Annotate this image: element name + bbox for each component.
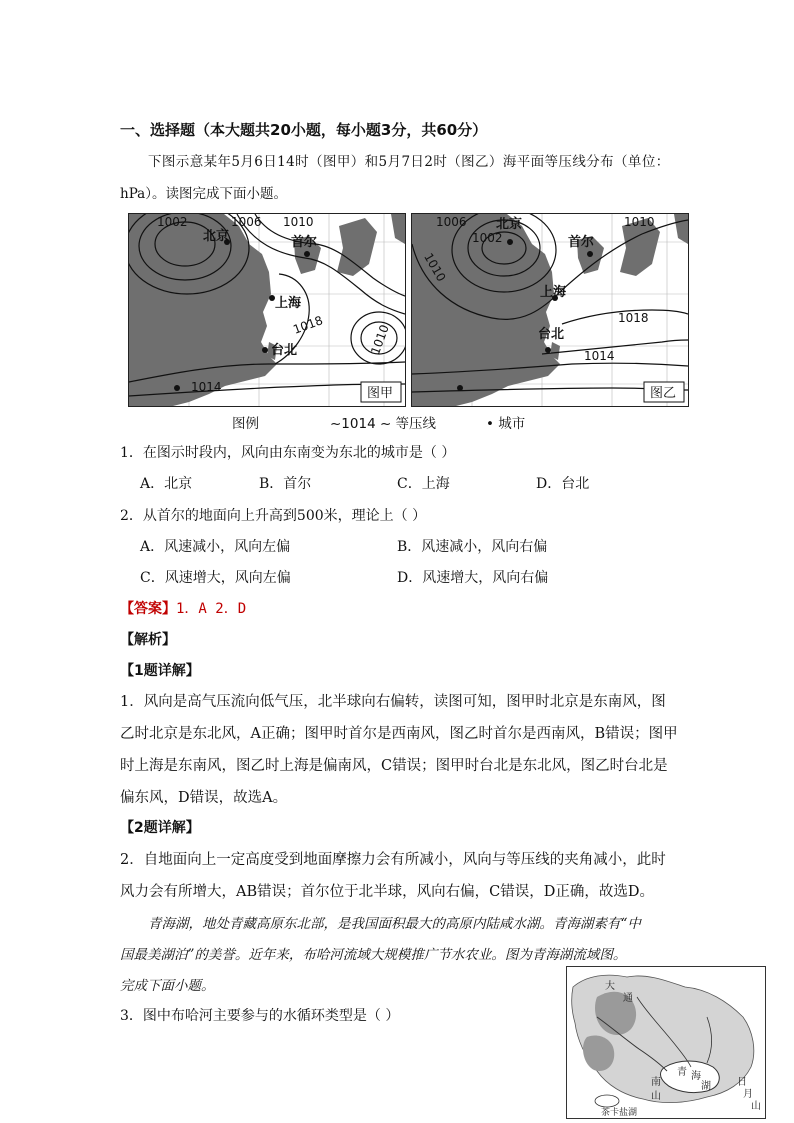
japan-land bbox=[337, 218, 377, 276]
question-3-stem: 3．图中布哈河主要参与的水循环类型是（ ） bbox=[120, 1008, 400, 1024]
isobar-label-1002: 1002 bbox=[472, 231, 503, 245]
answer-value: 1．A 2．D bbox=[176, 601, 247, 617]
label-hu: 湖 bbox=[701, 1081, 711, 1092]
passage-2-line-1: 青海湖，地处青藏高原东北部，是我国面积最大的高原内陆咸水湖。青海湖素有“中 bbox=[148, 916, 641, 932]
detail-1-line-4: 偏东风，D错误，故选A。 bbox=[120, 790, 288, 806]
japan-north-land bbox=[391, 214, 405, 244]
isobar-label-1014: 1014 bbox=[584, 349, 615, 363]
legend-city-label: 城市 bbox=[498, 416, 526, 432]
passage-2-line-3: 完成下面小题。 bbox=[120, 978, 215, 994]
city-dot-icon: • bbox=[486, 416, 494, 432]
isobar-label-1010: 1010 bbox=[283, 215, 314, 229]
label-shan: 山 bbox=[651, 1091, 661, 1102]
city-taipei: 台北 bbox=[271, 343, 298, 358]
question-2-stem: 2．从首尔的地面向上升高到500米，理论上（ ） bbox=[120, 508, 427, 524]
detail-1-line-1: 1．风向是高气压流向低气压，北半球向右偏转，读图可知，图甲时北京是东南风，图 bbox=[120, 694, 666, 710]
answer-line bbox=[120, 598, 246, 618]
isobar-label-1002: 1002 bbox=[157, 215, 188, 229]
city-beijing: 北京 bbox=[496, 217, 523, 232]
isobar-map-jia-figure bbox=[129, 214, 405, 406]
label-chaka: 茶卡盐湖 bbox=[601, 1108, 638, 1118]
map-label-jia: 图甲 bbox=[367, 386, 394, 401]
chaka-salt-lake bbox=[595, 1095, 619, 1107]
question-2-option-c: C．风速增大，风向左偏 bbox=[140, 570, 291, 586]
legend-city bbox=[486, 412, 525, 432]
qinghai-lake-basin-map bbox=[566, 966, 766, 1119]
japan-north-land bbox=[674, 214, 688, 244]
section-title: 一、选择题（本大题共20小题，每小题3分，共60分） bbox=[120, 121, 488, 139]
answer-tag: 【答案】 bbox=[120, 601, 176, 617]
isobar-map-jia bbox=[128, 213, 406, 407]
isobar-label-1018: 1018 bbox=[291, 313, 325, 337]
question-1-option-a: A．北京 bbox=[140, 476, 193, 492]
question-1-option-c: C．上海 bbox=[397, 476, 450, 492]
legend-isobar: ~1014 ~ 等压线 bbox=[330, 416, 437, 432]
intro-line-1: 下图示意某年5月6日14时（图甲）和5月7日2时（图乙）海平面等压线分布（单位： bbox=[148, 154, 670, 170]
isobar-map-yi-figure bbox=[412, 214, 688, 406]
label-yue: 月 bbox=[743, 1089, 753, 1100]
detail-2-line-2: 风力会有所增大，AB错误；首尔位于北半球，风向右偏，C错误，D正确，故选D。 bbox=[120, 884, 654, 900]
isobar-label-1014: 1014 bbox=[191, 380, 222, 394]
isobar-label-1010b: 1010 bbox=[368, 322, 392, 357]
city-seoul: 首尔 bbox=[568, 235, 595, 250]
isobar-map-yi bbox=[411, 213, 689, 407]
isobar-label-1018: 1018 bbox=[618, 311, 649, 325]
label-ri: 日 bbox=[737, 1077, 747, 1088]
city-beijing: 北京 bbox=[203, 229, 230, 244]
city-taipei: 台北 bbox=[538, 327, 565, 342]
isobar-label-1010b: 1010 bbox=[624, 215, 655, 229]
legend-title: 图例 bbox=[232, 416, 259, 432]
detail-1-line-3: 时上海是东南风，图乙时上海是偏南风，C错误；图甲时台北是东北风，图乙时台北是 bbox=[120, 758, 668, 774]
map-label-yi: 图乙 bbox=[650, 386, 677, 401]
isobar-label-1010: 1010 bbox=[421, 250, 449, 285]
label-qing: 青 bbox=[677, 1067, 687, 1078]
detail-1-tag: 【1题详解】 bbox=[120, 663, 200, 679]
isobar-label-1006: 1006 bbox=[436, 215, 467, 229]
label-tong: 通 bbox=[623, 993, 633, 1004]
question-1-option-b: B．首尔 bbox=[259, 476, 312, 492]
city-seoul: 首尔 bbox=[291, 235, 318, 250]
label-da: 大 bbox=[605, 981, 615, 992]
question-1-option-d: D．台北 bbox=[536, 476, 590, 492]
question-2-option-a: A．风速减小，风向左偏 bbox=[140, 539, 291, 555]
city-shanghai: 上海 bbox=[275, 296, 302, 311]
question-1-stem: 1．在图示时段内，风向由东南变为东北的城市是（ ） bbox=[120, 445, 456, 461]
analysis-tag: 【解析】 bbox=[120, 632, 176, 648]
qinghai-lake-basin-figure bbox=[567, 967, 765, 1118]
detail-2-line-1: 2．自地面向上一定高度受到地面摩擦力会有所减小，风向与等压线的夹角减小，此时 bbox=[120, 852, 666, 868]
city-shanghai: 上海 bbox=[540, 285, 567, 300]
detail-1-line-2: 乙时北京是东北风，A正确；图甲时首尔是西南风，图乙时首尔是西南风，B错误；图甲 bbox=[120, 726, 678, 742]
question-2-option-d: D．风速增大，风向右偏 bbox=[397, 570, 549, 586]
isobar-label-1006: 1006 bbox=[231, 215, 262, 229]
passage-2-line-2: 国最美湖泊”的美誉。近年来，布哈河流域大规模推广节水农业。图为青海湖流域图。 bbox=[120, 947, 627, 963]
label-shan-2: 山 bbox=[751, 1101, 761, 1112]
label-hai: 海 bbox=[691, 1071, 701, 1082]
detail-2-tag: 【2题详解】 bbox=[120, 820, 200, 836]
question-2-option-b: B．风速减小，风向右偏 bbox=[397, 539, 548, 555]
label-nan: 南 bbox=[651, 1077, 661, 1088]
intro-line-2: hPa）。读图完成下面小题。 bbox=[120, 186, 287, 202]
